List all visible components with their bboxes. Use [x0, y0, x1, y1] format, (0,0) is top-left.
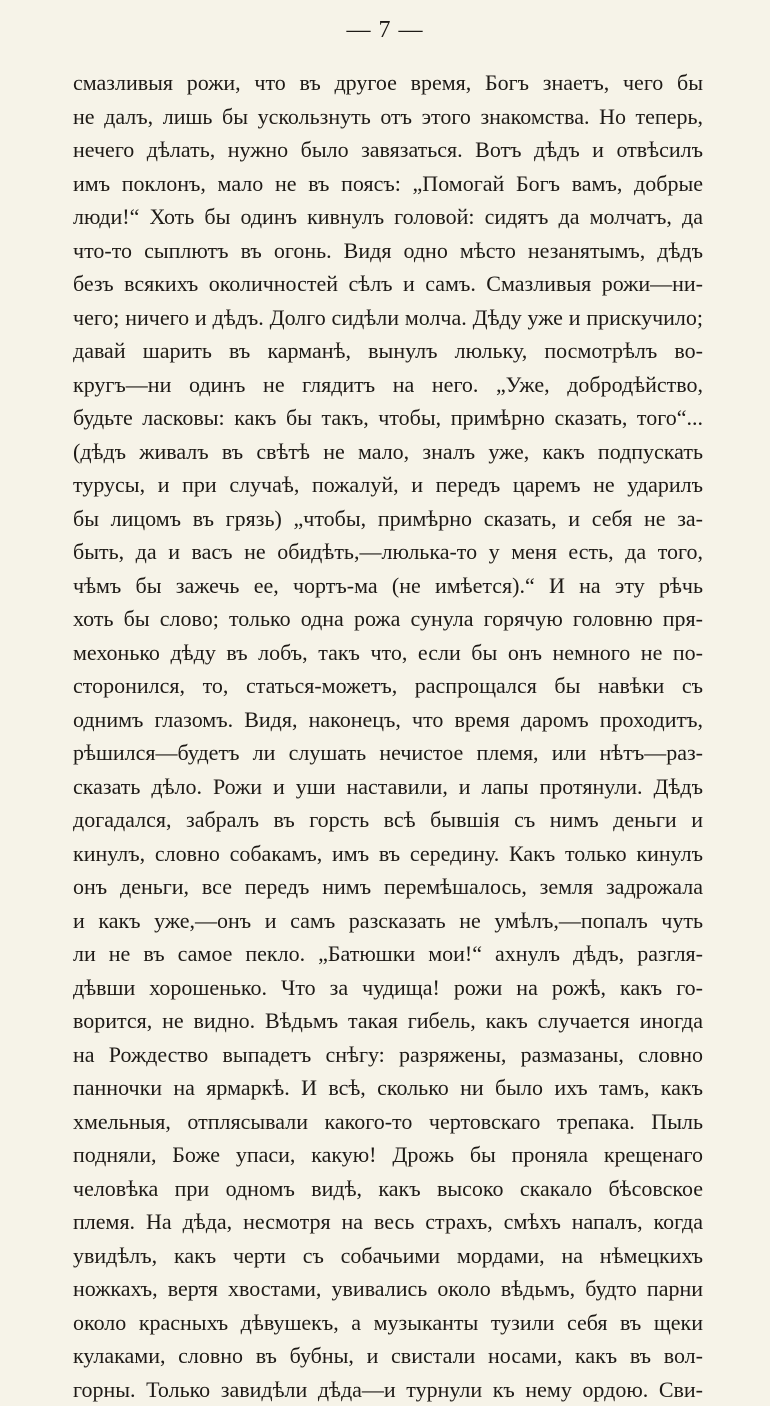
text-line: быть, да и васъ не обидѣть,—люлька-то у меня есть, да того, [73, 535, 703, 569]
text-line: кругъ—ни одинъ не глядитъ на него. „Уже, добродѣйство, [73, 368, 703, 402]
text-line: ли не въ самое пекло. „Батюшки мои!“ ахнулъ дѣдъ, разгля- [73, 937, 703, 971]
text-line: нечего дѣлать, нужно было завязаться. Вотъ дѣдъ и отвѣсилъ [73, 133, 703, 167]
text-line: ножкахъ, вертя хвостами, увивались около вѣдьмъ, будто парни [73, 1272, 703, 1306]
text-line: на Рождество выпадетъ снѣгу: разряжены, размазаны, словно [73, 1038, 703, 1072]
text-line: безъ всякихъ околичностей сѣлъ и самъ. Смазливыя рожи—ни- [73, 267, 703, 301]
text-line: давай шарить въ карманѣ, вынулъ люльку, посмотрѣлъ во- [73, 334, 703, 368]
text-line: чѣмъ бы зажечь ее, чортъ-ма (не имѣется).“ И на эту рѣчь [73, 569, 703, 603]
text-line: кулаками, словно въ бубны, и свистали носами, какъ въ вол- [73, 1339, 703, 1373]
text-line: хмельныя, отплясывали какого-то чертовскаго трепака. Пыль [73, 1105, 703, 1139]
text-line: хоть бы слово; только одна рожа сунула горячую головню пря- [73, 602, 703, 636]
page-number: — 7 — [0, 14, 770, 46]
text-line: горны. Только завидѣли дѣда—и турнули къ нему ордою. Сви- [73, 1373, 703, 1406]
text-line: будьте ласковы: какъ бы такъ, чтобы, примѣрно сказать, того“... [73, 401, 703, 435]
text-line: чего; ничего и дѣдъ. Долго сидѣли молча. Дѣду уже и прискучило; [73, 301, 703, 335]
text-line: догадался, забралъ въ горсть всѣ бывшія съ нимъ деньги и [73, 803, 703, 837]
text-line: люди!“ Хоть бы одинъ кивнулъ головой: сидятъ да молчатъ, да [73, 200, 703, 234]
text-line: кинулъ, словно собакамъ, имъ въ середину. Какъ только кинулъ [73, 837, 703, 871]
body-text [73, 66, 703, 1406]
text-line: около красныхъ дѣвушекъ, а музыканты тузили себя въ щеки [73, 1306, 703, 1340]
text-line: имъ поклонъ, мало не въ поясъ: „Помогай Богъ вамъ, добрые [73, 167, 703, 201]
text-line: смазливыя рожи, что въ другое время, Богъ знаетъ, чего бы [73, 66, 703, 100]
text-line: рѣшился—будетъ ли слушать нечистое племя, или нѣтъ—раз- [73, 736, 703, 770]
text-line: дѣвши хорошенько. Что за чудища! рожи на рожѣ, какъ го- [73, 971, 703, 1005]
text-line: не далъ, лишь бы ускользнуть отъ этого знакомства. Но теперь, [73, 100, 703, 134]
text-line: человѣка при одномъ видѣ, какъ высоко скакало бѣсовское [73, 1172, 703, 1206]
text-line: и какъ уже,—онъ и самъ разсказать не умѣлъ,—попалъ чуть [73, 904, 703, 938]
text-line: подняли, Боже упаси, какую! Дрожь бы проняла крещенаго [73, 1138, 703, 1172]
text-line: турусы, и при случаѣ, пожалуй, и передъ царемъ не ударилъ [73, 468, 703, 502]
text-line: (дѣдъ живалъ въ свѣтѣ не мало, зналъ уже, какъ подпускать [73, 435, 703, 469]
text-line: панночки на ярмаркѣ. И всѣ, сколько ни было ихъ тамъ, какъ [73, 1071, 703, 1105]
text-line: онъ деньги, все передъ нимъ перемѣшалось, земля задрожала [73, 870, 703, 904]
text-line: сказать дѣло. Рожи и уши наставили, и лапы протянули. Дѣдъ [73, 770, 703, 804]
text-line: сторонился, то, статься-можетъ, распрощался бы навѣки съ [73, 669, 703, 703]
text-line: увидѣлъ, какъ черти съ собачьими мордами, на нѣмецкихъ [73, 1239, 703, 1273]
text-line: что-то сыплютъ въ огонь. Видя одно мѣсто незанятымъ, дѣдъ [73, 234, 703, 268]
text-line: племя. На дѣда, несмотря на весь страхъ, смѣхъ напалъ, когда [73, 1205, 703, 1239]
text-line: бы лицомъ въ грязь) „чтобы, примѣрно сказать, и себя не за- [73, 502, 703, 536]
text-line: ворится, не видно. Вѣдьмъ такая гибель, какъ случается иногда [73, 1004, 703, 1038]
text-line: мехонько дѣду въ лобъ, такъ что, если бы онъ немного не по- [73, 636, 703, 670]
text-line: однимъ глазомъ. Видя, наконецъ, что время даромъ проходитъ, [73, 703, 703, 737]
